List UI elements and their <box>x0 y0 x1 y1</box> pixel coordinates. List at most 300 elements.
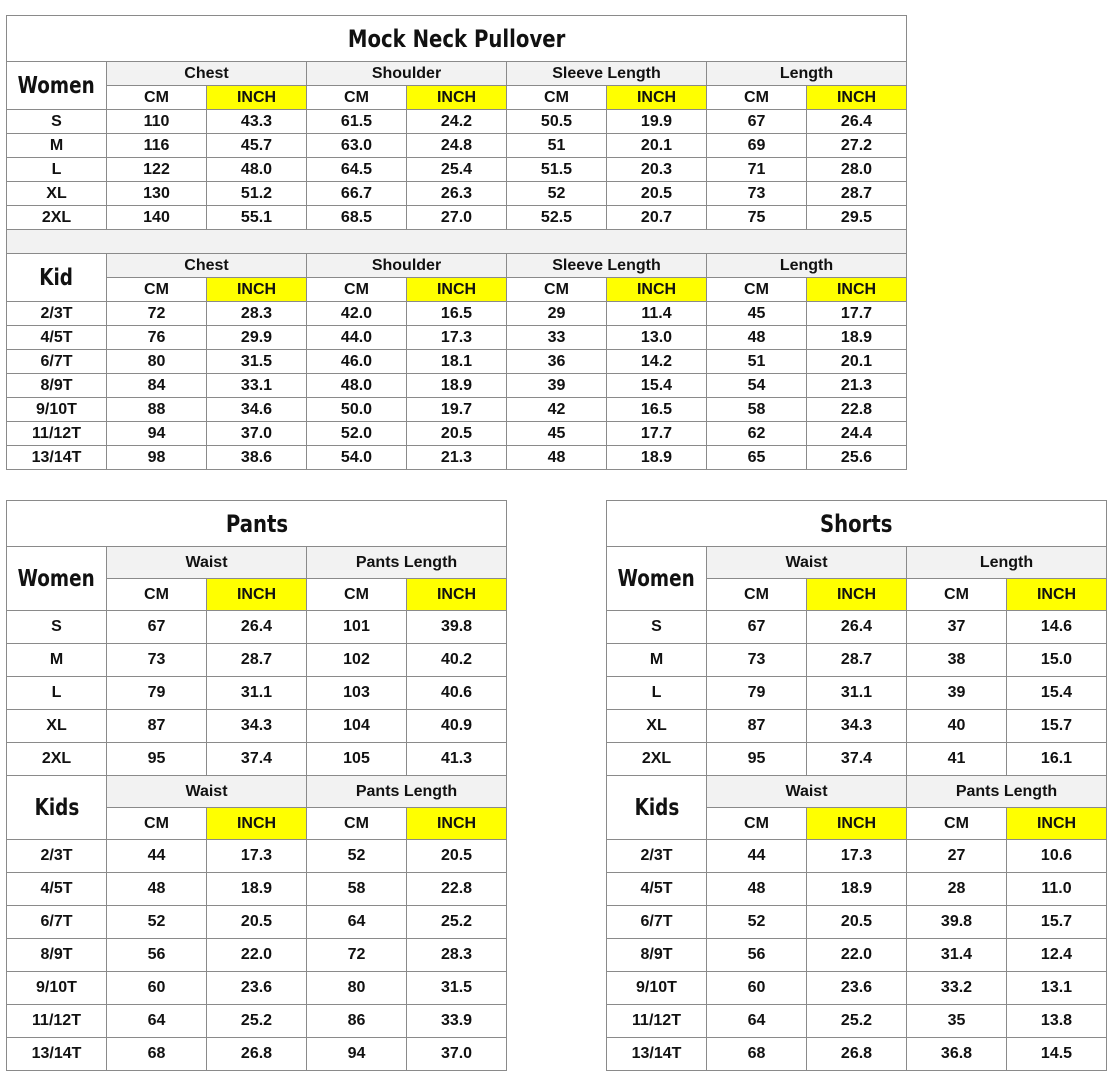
value-cm: 66.7 <box>307 182 407 206</box>
table-row <box>7 374 907 398</box>
value-cm: 116 <box>107 134 207 158</box>
value-inch: 18.9 <box>407 374 507 398</box>
unit-header-row <box>7 278 907 302</box>
value-inch: 28.3 <box>407 939 507 972</box>
unit-inch-header: INCH <box>207 579 307 611</box>
unit-cm-header: CM <box>307 278 407 302</box>
value-cm: 27 <box>907 840 1007 873</box>
measure-header-row <box>7 547 507 579</box>
size-label: L <box>7 158 107 182</box>
value-inch: 28.7 <box>807 182 907 206</box>
value-cm: 80 <box>107 350 207 374</box>
value-cm: 140 <box>107 206 207 230</box>
value-cm: 28 <box>907 873 1007 906</box>
table-row <box>7 326 907 350</box>
value-cm: 71 <box>707 158 807 182</box>
measure-header: Chest <box>107 62 307 86</box>
value-cm: 36 <box>507 350 607 374</box>
measure-header: Length <box>907 547 1107 579</box>
value-inch: 17.3 <box>407 326 507 350</box>
unit-inch-header: INCH <box>607 278 707 302</box>
value-cm: 54 <box>707 374 807 398</box>
value-inch: 18.9 <box>207 873 307 906</box>
value-cm: 41 <box>907 743 1007 776</box>
value-cm: 46.0 <box>307 350 407 374</box>
value-inch: 26.8 <box>807 1038 907 1071</box>
measure-header: Shoulder <box>307 254 507 278</box>
table-row <box>607 644 1107 677</box>
value-cm: 50.0 <box>307 398 407 422</box>
size-label: 11/12T <box>7 1005 107 1038</box>
value-cm: 68 <box>707 1038 807 1071</box>
table-row <box>7 1038 507 1071</box>
size-label: 2XL <box>7 206 107 230</box>
table-row <box>7 644 507 677</box>
measure-header: Pants Length <box>307 547 507 579</box>
value-inch: 40.6 <box>407 677 507 710</box>
value-inch: 20.1 <box>807 350 907 374</box>
size-label: 11/12T <box>7 422 107 446</box>
size-label: 2/3T <box>7 840 107 873</box>
table-row <box>7 350 907 374</box>
size-label: 9/10T <box>607 972 707 1005</box>
value-inch: 17.3 <box>207 840 307 873</box>
value-inch: 18.9 <box>607 446 707 470</box>
value-inch: 22.8 <box>407 873 507 906</box>
size-label: 2/3T <box>607 840 707 873</box>
table-row <box>7 398 907 422</box>
value-cm: 63.0 <box>307 134 407 158</box>
value-cm: 39 <box>907 677 1007 710</box>
table-row <box>607 873 1107 906</box>
value-cm: 40 <box>907 710 1007 743</box>
measure-header: Waist <box>107 547 307 579</box>
measure-header: Sleeve Length <box>507 254 707 278</box>
unit-cm-header: CM <box>507 278 607 302</box>
value-cm: 52.0 <box>307 422 407 446</box>
value-inch: 31.1 <box>807 677 907 710</box>
value-cm: 33 <box>507 326 607 350</box>
value-inch: 24.4 <box>807 422 907 446</box>
size-label: XL <box>7 182 107 206</box>
table-row <box>7 906 507 939</box>
value-inch: 39.8 <box>407 611 507 644</box>
value-inch: 20.5 <box>207 906 307 939</box>
value-inch: 15.4 <box>1007 677 1107 710</box>
value-cm: 48 <box>507 446 607 470</box>
value-inch: 25.2 <box>407 906 507 939</box>
value-cm: 73 <box>107 644 207 677</box>
size-label: 9/10T <box>7 398 107 422</box>
value-cm: 130 <box>107 182 207 206</box>
value-cm: 64 <box>307 906 407 939</box>
value-inch: 16.1 <box>1007 743 1107 776</box>
value-cm: 52 <box>707 906 807 939</box>
table-title <box>7 501 507 547</box>
value-cm: 54.0 <box>307 446 407 470</box>
value-cm: 80 <box>307 972 407 1005</box>
size-label: 4/5T <box>7 873 107 906</box>
value-cm: 64 <box>107 1005 207 1038</box>
unit-inch-header: INCH <box>807 86 907 110</box>
unit-inch-header: INCH <box>407 86 507 110</box>
value-cm: 73 <box>707 182 807 206</box>
value-cm: 44.0 <box>307 326 407 350</box>
value-cm: 52 <box>307 840 407 873</box>
unit-inch-header: INCH <box>807 579 907 611</box>
size-label: 6/7T <box>7 906 107 939</box>
size-label: 13/14T <box>7 446 107 470</box>
value-inch: 26.3 <box>407 182 507 206</box>
unit-cm-header: CM <box>107 86 207 110</box>
size-label: S <box>7 611 107 644</box>
value-inch: 26.4 <box>807 110 907 134</box>
value-cm: 64.5 <box>307 158 407 182</box>
group-label <box>7 254 107 302</box>
value-cm: 42 <box>507 398 607 422</box>
value-cm: 39 <box>507 374 607 398</box>
group-label-text: Kids <box>634 794 679 821</box>
value-inch: 31.5 <box>407 972 507 1005</box>
value-inch: 45.7 <box>207 134 307 158</box>
value-inch: 31.1 <box>207 677 307 710</box>
value-inch: 12.4 <box>1007 939 1107 972</box>
size-label: M <box>7 134 107 158</box>
value-inch: 24.8 <box>407 134 507 158</box>
value-cm: 102 <box>307 644 407 677</box>
measure-header: Waist <box>107 776 307 808</box>
group-label-text: Women <box>17 565 96 592</box>
value-cm: 42.0 <box>307 302 407 326</box>
pullover-size-table <box>6 15 907 470</box>
value-inch: 20.5 <box>807 906 907 939</box>
value-inch: 28.7 <box>807 644 907 677</box>
title-row <box>7 501 507 547</box>
value-cm: 110 <box>107 110 207 134</box>
value-inch: 40.9 <box>407 710 507 743</box>
unit-inch-header: INCH <box>607 86 707 110</box>
value-inch: 17.7 <box>807 302 907 326</box>
unit-cm-header: CM <box>107 278 207 302</box>
value-cm: 52.5 <box>507 206 607 230</box>
value-cm: 48 <box>107 873 207 906</box>
size-label: 4/5T <box>607 873 707 906</box>
value-inch: 24.2 <box>407 110 507 134</box>
measure-header-row <box>7 776 507 808</box>
value-inch: 11.0 <box>1007 873 1107 906</box>
value-inch: 20.1 <box>607 134 707 158</box>
table-row <box>7 182 907 206</box>
value-cm: 87 <box>707 710 807 743</box>
value-cm: 73 <box>707 644 807 677</box>
value-inch: 55.1 <box>207 206 307 230</box>
value-cm: 56 <box>707 939 807 972</box>
value-inch: 23.6 <box>207 972 307 1005</box>
value-inch: 25.2 <box>807 1005 907 1038</box>
group-label <box>607 547 707 611</box>
value-cm: 94 <box>307 1038 407 1071</box>
value-cm: 67 <box>707 110 807 134</box>
size-label: 8/9T <box>7 939 107 972</box>
unit-cm-header: CM <box>907 579 1007 611</box>
value-cm: 35 <box>907 1005 1007 1038</box>
unit-cm-header: CM <box>107 579 207 611</box>
value-inch: 37.4 <box>807 743 907 776</box>
value-cm: 58 <box>307 873 407 906</box>
value-inch: 14.5 <box>1007 1038 1107 1071</box>
value-inch: 37.4 <box>207 743 307 776</box>
value-cm: 56 <box>107 939 207 972</box>
table-row <box>7 206 907 230</box>
value-cm: 31.4 <box>907 939 1007 972</box>
unit-cm-header: CM <box>907 808 1007 840</box>
group-label-text: Women <box>17 72 96 99</box>
value-inch: 28.3 <box>207 302 307 326</box>
unit-cm-header: CM <box>307 579 407 611</box>
value-cm: 52 <box>107 906 207 939</box>
value-inch: 17.7 <box>607 422 707 446</box>
measure-header: Chest <box>107 254 307 278</box>
value-cm: 84 <box>107 374 207 398</box>
value-cm: 95 <box>107 743 207 776</box>
value-inch: 23.6 <box>807 972 907 1005</box>
value-cm: 45 <box>507 422 607 446</box>
value-cm: 68.5 <box>307 206 407 230</box>
value-cm: 65 <box>707 446 807 470</box>
value-inch: 13.8 <box>1007 1005 1107 1038</box>
value-inch: 18.9 <box>807 873 907 906</box>
value-inch: 41.3 <box>407 743 507 776</box>
value-cm: 104 <box>307 710 407 743</box>
table-row <box>607 677 1107 710</box>
table-row <box>607 743 1107 776</box>
measure-header: Waist <box>707 776 907 808</box>
value-cm: 79 <box>107 677 207 710</box>
value-inch: 15.0 <box>1007 644 1107 677</box>
value-inch: 18.1 <box>407 350 507 374</box>
size-label: 2/3T <box>7 302 107 326</box>
unit-inch-header: INCH <box>1007 579 1107 611</box>
value-inch: 20.5 <box>407 840 507 873</box>
value-inch: 27.2 <box>807 134 907 158</box>
shorts-size-table <box>606 500 1107 1071</box>
table-row <box>607 840 1107 873</box>
table-row <box>607 972 1107 1005</box>
table-row <box>607 611 1107 644</box>
group-label-text: Kid <box>39 264 74 291</box>
table-row <box>7 677 507 710</box>
value-inch: 34.3 <box>207 710 307 743</box>
table-title <box>607 501 1107 547</box>
value-cm: 86 <box>307 1005 407 1038</box>
unit-cm-header: CM <box>707 808 807 840</box>
value-cm: 103 <box>307 677 407 710</box>
size-label: 2XL <box>7 743 107 776</box>
table-title-text: Mock Neck Pullover <box>347 24 566 53</box>
group-label <box>607 776 707 840</box>
value-inch: 34.3 <box>807 710 907 743</box>
unit-inch-header: INCH <box>407 808 507 840</box>
value-inch: 43.3 <box>207 110 307 134</box>
table-row <box>607 1005 1107 1038</box>
size-label: S <box>607 611 707 644</box>
size-label: 6/7T <box>607 906 707 939</box>
value-inch: 20.5 <box>407 422 507 446</box>
value-inch: 14.2 <box>607 350 707 374</box>
measure-header: Shoulder <box>307 62 507 86</box>
unit-cm-header: CM <box>307 808 407 840</box>
value-cm: 68 <box>107 1038 207 1071</box>
unit-cm-header: CM <box>707 579 807 611</box>
value-cm: 52 <box>507 182 607 206</box>
value-inch: 20.7 <box>607 206 707 230</box>
value-cm: 48.0 <box>307 374 407 398</box>
measure-header: Length <box>707 62 907 86</box>
table-row <box>7 302 907 326</box>
unit-inch-header: INCH <box>807 808 907 840</box>
table-title <box>7 16 907 62</box>
table-row <box>607 710 1107 743</box>
value-inch: 26.4 <box>207 611 307 644</box>
value-cm: 105 <box>307 743 407 776</box>
unit-inch-header: INCH <box>1007 808 1107 840</box>
value-cm: 72 <box>307 939 407 972</box>
value-cm: 39.8 <box>907 906 1007 939</box>
group-label <box>7 62 107 110</box>
value-cm: 79 <box>707 677 807 710</box>
value-inch: 13.1 <box>1007 972 1107 1005</box>
unit-inch-header: INCH <box>207 278 307 302</box>
value-inch: 37.0 <box>207 422 307 446</box>
unit-inch-header: INCH <box>407 579 507 611</box>
unit-header-row <box>7 86 907 110</box>
unit-inch-header: INCH <box>807 278 907 302</box>
value-cm: 88 <box>107 398 207 422</box>
size-label: 8/9T <box>607 939 707 972</box>
unit-cm-header: CM <box>507 86 607 110</box>
value-inch: 21.3 <box>407 446 507 470</box>
table-row <box>7 611 507 644</box>
table-row <box>7 110 907 134</box>
value-cm: 44 <box>107 840 207 873</box>
size-label: 13/14T <box>607 1038 707 1071</box>
title-row <box>607 501 1107 547</box>
value-cm: 67 <box>107 611 207 644</box>
size-label: XL <box>7 710 107 743</box>
table-row <box>607 906 1107 939</box>
value-inch: 33.9 <box>407 1005 507 1038</box>
table-row <box>7 840 507 873</box>
value-cm: 64 <box>707 1005 807 1038</box>
unit-cm-header: CM <box>107 808 207 840</box>
value-cm: 61.5 <box>307 110 407 134</box>
value-cm: 69 <box>707 134 807 158</box>
spacer-cell <box>7 230 907 254</box>
value-cm: 58 <box>707 398 807 422</box>
size-label: M <box>607 644 707 677</box>
value-inch: 20.5 <box>607 182 707 206</box>
size-label: 13/14T <box>7 1038 107 1071</box>
table-row <box>7 743 507 776</box>
value-cm: 87 <box>107 710 207 743</box>
table-row <box>7 710 507 743</box>
value-inch: 33.1 <box>207 374 307 398</box>
unit-cm-header: CM <box>707 278 807 302</box>
table-row <box>607 1038 1107 1071</box>
group-label-text: Kids <box>34 794 79 821</box>
value-inch: 27.0 <box>407 206 507 230</box>
size-label: 11/12T <box>607 1005 707 1038</box>
value-cm: 51 <box>507 134 607 158</box>
size-label: M <box>7 644 107 677</box>
value-inch: 25.4 <box>407 158 507 182</box>
table-row <box>7 972 507 1005</box>
table-row <box>7 1005 507 1038</box>
value-inch: 28.7 <box>207 644 307 677</box>
value-inch: 21.3 <box>807 374 907 398</box>
value-cm: 76 <box>107 326 207 350</box>
value-inch: 26.8 <box>207 1038 307 1071</box>
value-inch: 13.0 <box>607 326 707 350</box>
table-row <box>607 939 1107 972</box>
value-inch: 51.2 <box>207 182 307 206</box>
value-inch: 26.4 <box>807 611 907 644</box>
unit-inch-header: INCH <box>207 808 307 840</box>
group-label <box>7 547 107 611</box>
size-label: XL <box>607 710 707 743</box>
value-inch: 38.6 <box>207 446 307 470</box>
value-inch: 31.5 <box>207 350 307 374</box>
value-cm: 33.2 <box>907 972 1007 1005</box>
value-inch: 48.0 <box>207 158 307 182</box>
value-inch: 29.5 <box>807 206 907 230</box>
title-row <box>7 16 907 62</box>
value-inch: 29.9 <box>207 326 307 350</box>
value-inch: 17.3 <box>807 840 907 873</box>
pants-size-table <box>6 500 507 1071</box>
spacer-row <box>7 230 907 254</box>
group-label-text: Women <box>617 565 696 592</box>
value-inch: 14.6 <box>1007 611 1107 644</box>
value-cm: 60 <box>107 972 207 1005</box>
measure-header: Pants Length <box>307 776 507 808</box>
value-cm: 29 <box>507 302 607 326</box>
value-inch: 19.7 <box>407 398 507 422</box>
value-inch: 16.5 <box>607 398 707 422</box>
value-inch: 40.2 <box>407 644 507 677</box>
value-inch: 15.4 <box>607 374 707 398</box>
measure-header-row <box>607 776 1107 808</box>
value-inch: 34.6 <box>207 398 307 422</box>
value-inch: 25.6 <box>807 446 907 470</box>
value-cm: 67 <box>707 611 807 644</box>
value-inch: 16.5 <box>407 302 507 326</box>
table-row <box>7 158 907 182</box>
value-inch: 28.0 <box>807 158 907 182</box>
value-cm: 72 <box>107 302 207 326</box>
measure-header: Length <box>707 254 907 278</box>
unit-inch-header: INCH <box>407 278 507 302</box>
size-label: L <box>607 677 707 710</box>
table-row <box>7 446 907 470</box>
value-cm: 60 <box>707 972 807 1005</box>
table-row <box>7 939 507 972</box>
value-cm: 44 <box>707 840 807 873</box>
unit-inch-header: INCH <box>207 86 307 110</box>
value-cm: 51 <box>707 350 807 374</box>
value-cm: 51.5 <box>507 158 607 182</box>
measure-header-row <box>607 547 1107 579</box>
